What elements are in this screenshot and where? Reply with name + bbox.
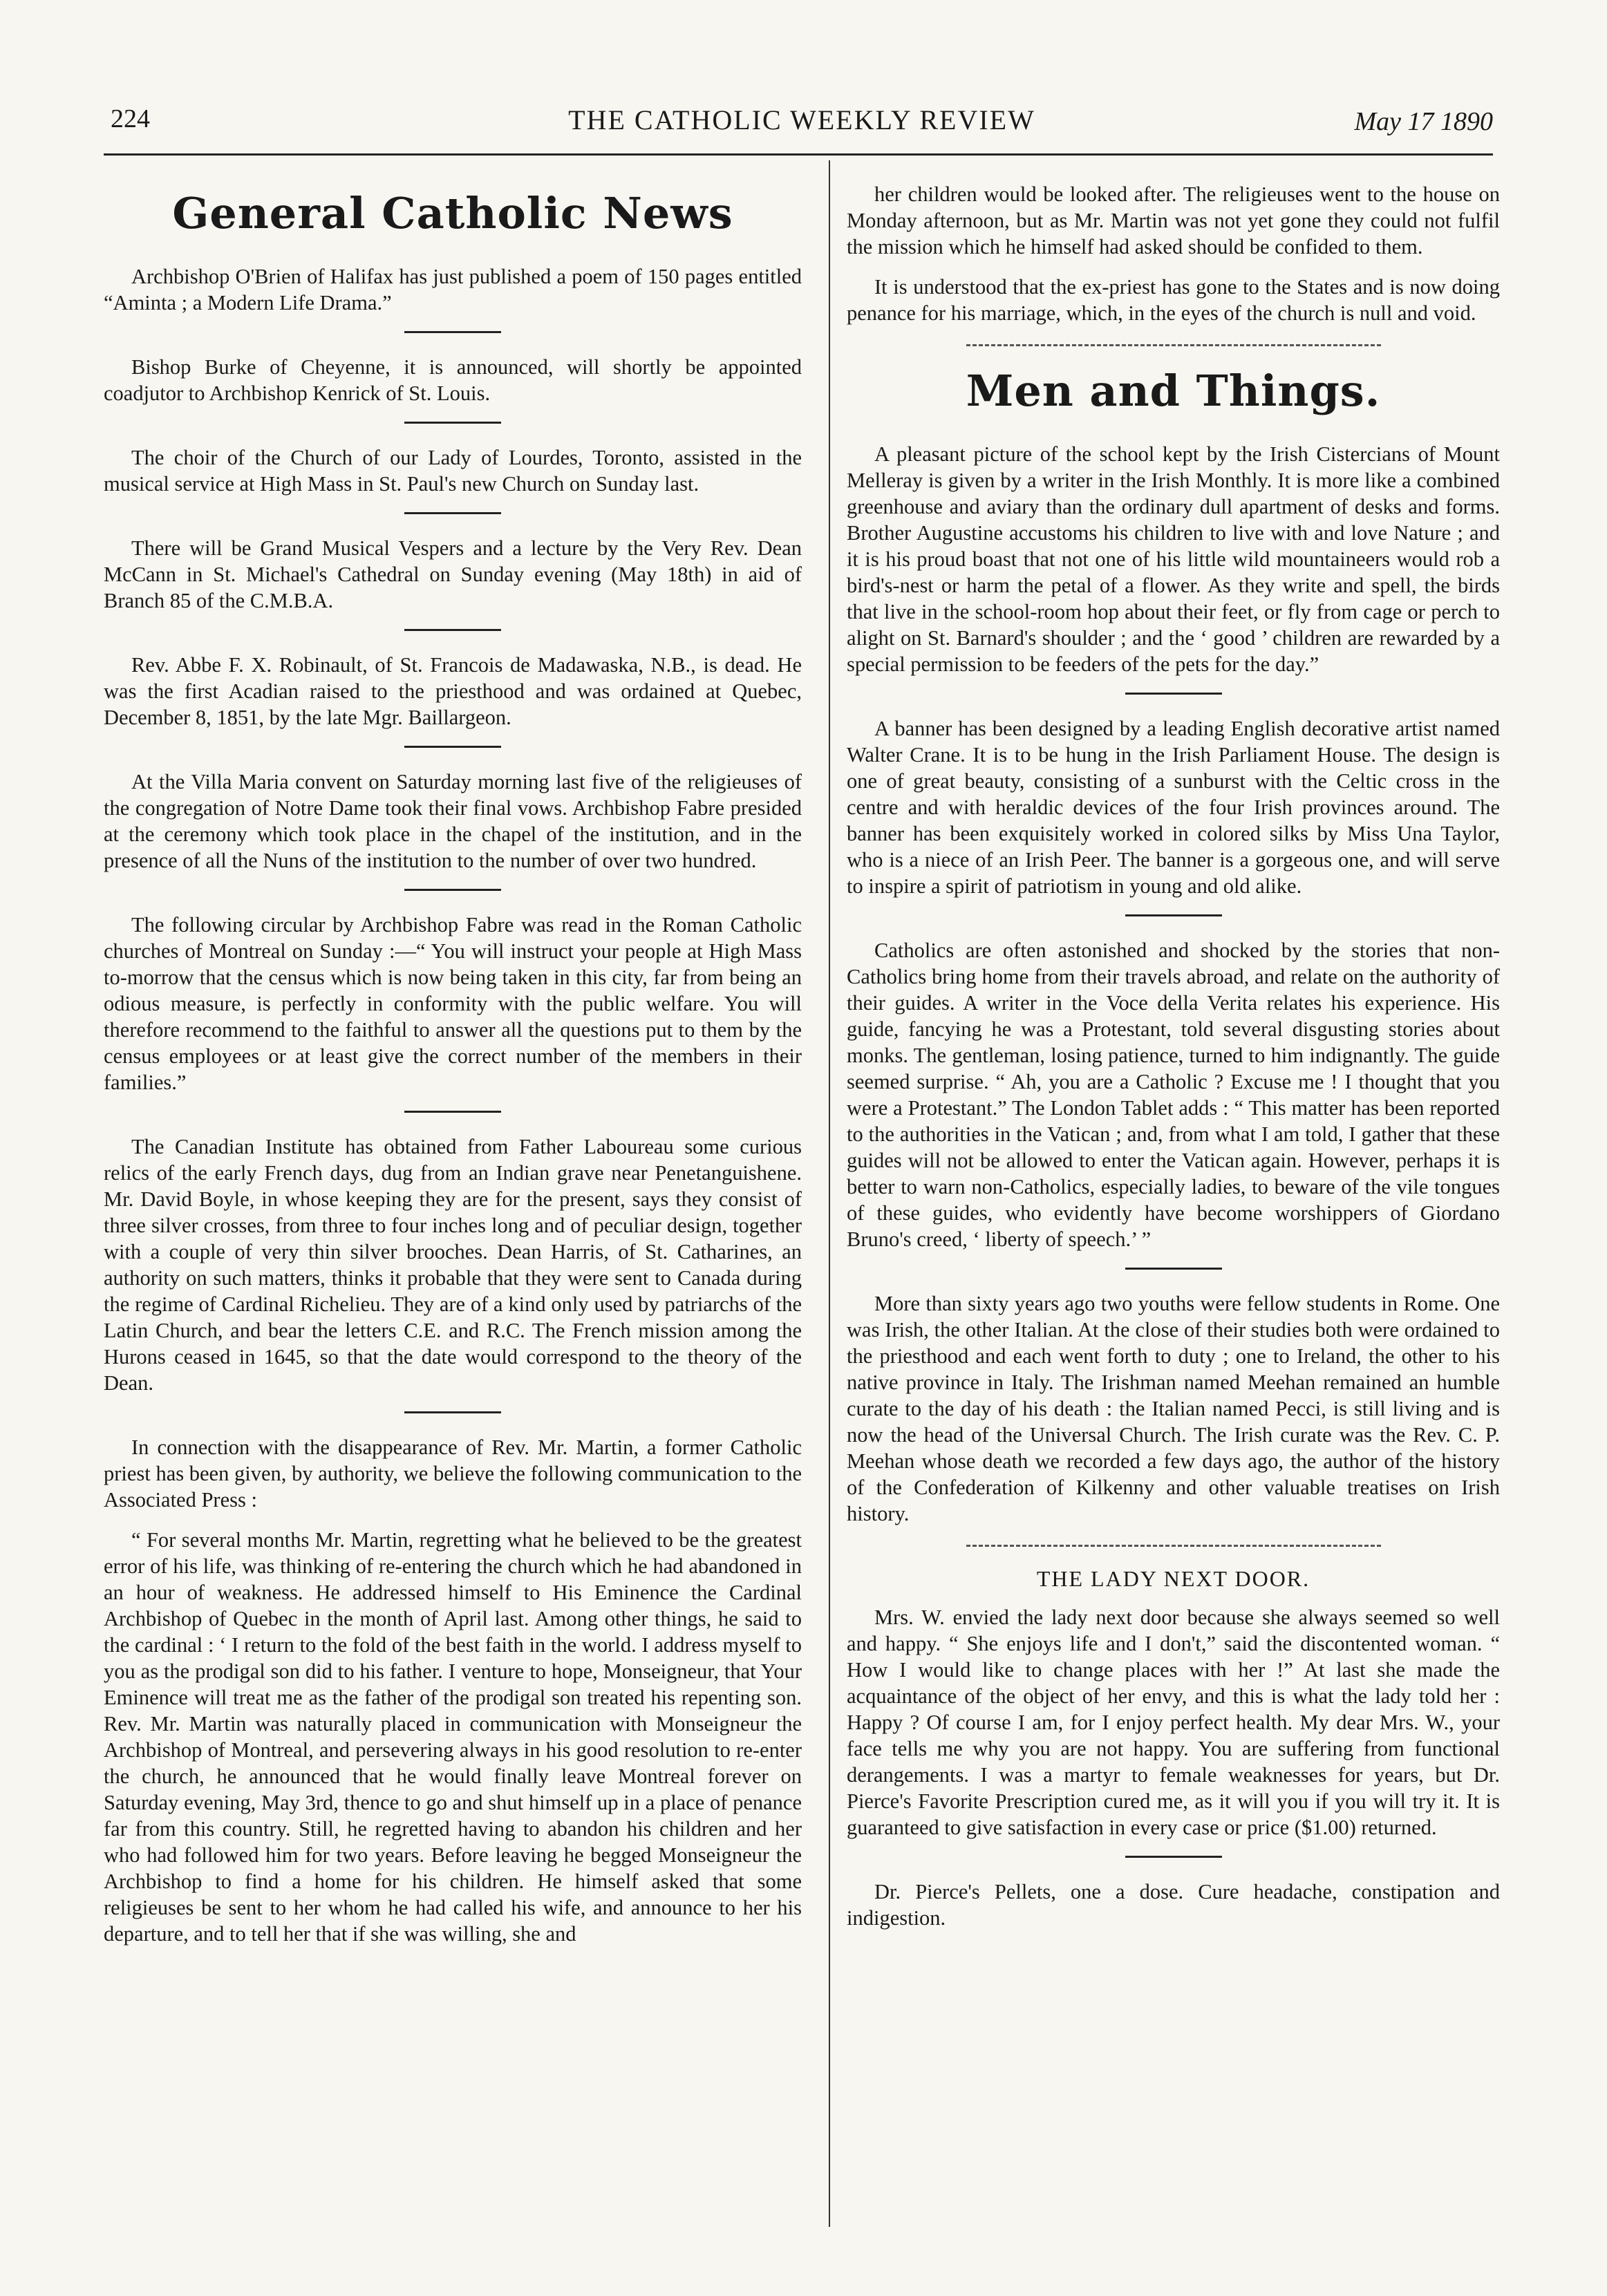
separator-rule <box>404 331 501 333</box>
page-number: 224 <box>111 104 150 133</box>
publication-title: THE CATHOLIC WEEKLY REVIEW <box>568 104 1035 135</box>
article-item: Catholics are often astonished and shocked by the stories that non-Catholics bring home from their travels abroad, and relate on the authority of their guides. A writer in the Voce della Verita relates his experience. His guide, fancying he was a Protestant, told several disgusting stories about monks. The gentleman, losing patience, turned to him indignantly. The guide seemed surprise. “ Ah, you are a Catholic ? Excuse me ! I thought that you were a Protestant.” The London Tablet adds : “ This matter has been reported to the authorities in the Vatican ; and, from what I am told, I gather that these guides will not be allowed to enter the Vatican again. However, perhaps it is better to warn non-Catholics, especially ladies, to beware of the vile tongues of these guides, who evidently have become worshippers of Giordano Bruno's creed, ‘ liberty of speech.’ ” <box>847 939 1500 1251</box>
issue-date: May 17 1890 <box>1354 107 1493 136</box>
separator-rule <box>404 629 501 631</box>
news-item: There will be Grand Musical Vespers and a lecture by the Very Rev. Dean McCann in St. Michael's Cathedral on Sunday evening (May 18th) in aid of Branch 85 of the C.M.B.A. <box>104 536 802 612</box>
advertisement-item: Dr. Pierce's Pellets, one a dose. Cure headache, constipation and indigestion. <box>847 1880 1500 1930</box>
article-item: More than sixty years ago two youths were fellow students in Rome. One was Irish, the other Italian. At the close of their studies both were ordained to the priesthood and each went forth to duty ; one to Ireland, the other to his native province in Italy. The Irishman named Meehan remained an humble curate to the day of his death : the Italian named Pecci, is still living and is now the head of the Universal Church. The Irish curate was the Rev. C. P. Meehan whose death we recorded a few days ago, the author of the history of the Confederation of Kilkenny and other valuable treatises on Irish history. <box>847 1292 1500 1525</box>
page-header <box>111 104 1493 159</box>
article-item: A pleasant picture of the school kept by the Irish Cistercians of Mount Melleray is given by a writer in the Irish Monthly. It is more like a combined greenhouse and aviary than the ordinary dull apartment of desks and forms. Brother Augustine accustoms his children to live with and love Nature ; and it is his proud boast that not one of his little wild mountaineers would rob a bird's-nest or harm the petal of a flower. As they write and spell, the birds that live in the school-room hop about their feet, or fly from cage or perch to alight on St. Barnard's shoulder ; and the ‘ good ’ children are rewarded by a special permission to be feeders of the pets for the day.” <box>847 442 1500 676</box>
separator-rule <box>404 422 501 424</box>
separator-rule <box>1125 693 1222 695</box>
news-item: Bishop Burke of Cheyenne, it is announced, will shortly be appointed coadjutor to Archbishop Kenrick of St. Louis. <box>104 355 802 405</box>
separator-dashed <box>966 344 1381 346</box>
separator-rule <box>1125 1856 1222 1858</box>
separator-rule <box>404 1411 501 1413</box>
advertisement-item: Mrs. W. envied the lady next door because she always seemed so well and happy. “ She enjoys life and I don't,” said the discontented woman. “ How I would like to change places with her !” At last she made the acquaintance of the object of her envy, and this is what the lady told her : Happy ? Of course I am, for I enjoy perfect health. My dear Mrs. W., your face tells me why you are not happy. You are suffering from functional derangements. I was a martyr to female weaknesses for years, but Dr. Pierce's Favorite Prescription cured me, as it will you if you will try it. It is guaranteed to give satisfaction in every case or price ($1.00) returned. <box>847 1606 1500 1839</box>
section-title-general-catholic-news: General Catholic News <box>172 188 733 238</box>
news-item: “ For several months Mr. Martin, regretting what he believed to be the greatest error of his life, was thinking of re-entering the church which he had abandoned in an hour of weakness. He addressed himself to His Eminence the Cardinal Archbishop of Quebec in the month of April last. Among other things, he said to the cardinal : ‘ I return to the fold of the best faith in the world. I address myself to you as the prodigal son did to his father. I venture to hope, Monseigneur, that Your Eminence will treat me as the father of the prodigal son treated his repenting son. Rev. Mr. Martin was naturally placed in communication with Monseigneur the Archbishop of Montreal, and persevering always in his good resolution to re-enter the church, he announced that he would finally leave Montreal forever on Saturday evening, May 3rd, thence to go and shut himself up in a place of penance far from this country. Still, he regretted having to abandon his children and her who had followed him for two years. Before leaving he begged Monseigneur the Archbishop to find a home for his children. He himself asked that some religieuses be sent to her whom he had called his wife, and announce to her his departure, and to tell her that if she was willing, she and <box>104 1528 802 1946</box>
separator-rule <box>404 1111 501 1113</box>
separator-rule <box>1125 914 1222 916</box>
news-item: Archbishop O'Brien of Halifax has just published a poem of 150 pages entitled “Aminta ; a Modern Life Drama.” <box>104 265 802 314</box>
news-item: In connection with the disappearance of Rev. Mr. Martin, a former Catholic priest has been given, by authority, we believe the following communication to the Associated Press : <box>104 1436 802 1512</box>
article-item: A banner has been designed by a leading English decorative artist named Walter Crane. It is to be hung in the Irish Parliament House. The design is one of great beauty, consisting of a sunburst with the Celtic cross in the centre and with heraldic devices of the four Irish provinces around. The banner has been exquisitely worked in colored silks by Miss Una Taylor, who is a niece of an Irish Peer. The banner is a gorgeous one, and will serve to inspire a spirit of patriotism in young and old alike. <box>847 717 1500 898</box>
continued-item: her children would be looked after. The religieuses went to the house on Monday afternoon, but as Mr. Martin was not yet gone they could not fulfil the mission which he himself had asked should be confided to them. <box>847 182 1500 258</box>
separator-dashed <box>966 1545 1381 1547</box>
column-divider <box>829 160 830 2227</box>
news-item: At the Villa Maria convent on Saturday morning last five of the religieuses of the congregation of Notre Dame took their final vows. Archbishop Fabre presided at the ceremony which took place in the chapel of the institution, and in the presence of all the Nuns of the institution to the number of over two hundred. <box>104 770 802 872</box>
section-title-men-and-things: Men and Things. <box>966 366 1381 416</box>
news-item: The following circular by Archbishop Fabre was read in the Roman Catholic churches of Montreal on Sunday :—“ You will instruct your people at High Mass to-morrow that the census which is now being taken in this city, far from being an odious measure, is perfectly in conformity with the public welfare. You will therefore recommend to the faithful to answer all the questions put to them by the census employees or at least give the correct number of the members in their families.” <box>104 913 802 1094</box>
separator-rule <box>404 512 501 514</box>
separator-rule <box>1125 1268 1222 1270</box>
left-column <box>104 181 802 1961</box>
news-item: The choir of the Church of our Lady of Lourdes, Toronto, assisted in the musical service at High Mass in St. Paul's new Church on Sunday last. <box>104 446 802 496</box>
news-item: The Canadian Institute has obtained from Father Laboureau some curious relics of the early French days, dug from an Indian grave near Penetanguishene. Mr. David Boyle, in whose keeping they are for the present, says they consist of three silver crosses, from three to four inches long and of peculiar design, together with a couple of very thin silver brooches. Dean Harris, of St. Catharines, an authority on such matters, thinks it probable that they were sent to Canada during the regime of Cardinal Richelieu. They are of a kind only used by patriarchs of the Latin Church, and bear the letters C.E. and R.C. The French mission among the Hurons ceased in 1645, so that the date would correspond to the theory of the Dean. <box>104 1135 802 1395</box>
header-rule <box>104 153 1493 156</box>
separator-rule <box>404 889 501 891</box>
news-item: Rev. Abbe F. X. Robinault, of St. Francois de Madawaska, N.B., is dead. He was the first Acadian raised to the priesthood and was ordained at Quebec, December 8, 1851, by the late Mgr. Baillargeon. <box>104 653 802 729</box>
right-column <box>847 181 1500 1945</box>
subhead-lady-next-door: THE LADY NEXT DOOR. <box>1036 1566 1310 1591</box>
continued-item: It is understood that the ex-priest has gone to the States and is now doing penance for his marriage, which, in the eyes of the church is null and void. <box>847 275 1500 325</box>
separator-rule <box>404 746 501 748</box>
